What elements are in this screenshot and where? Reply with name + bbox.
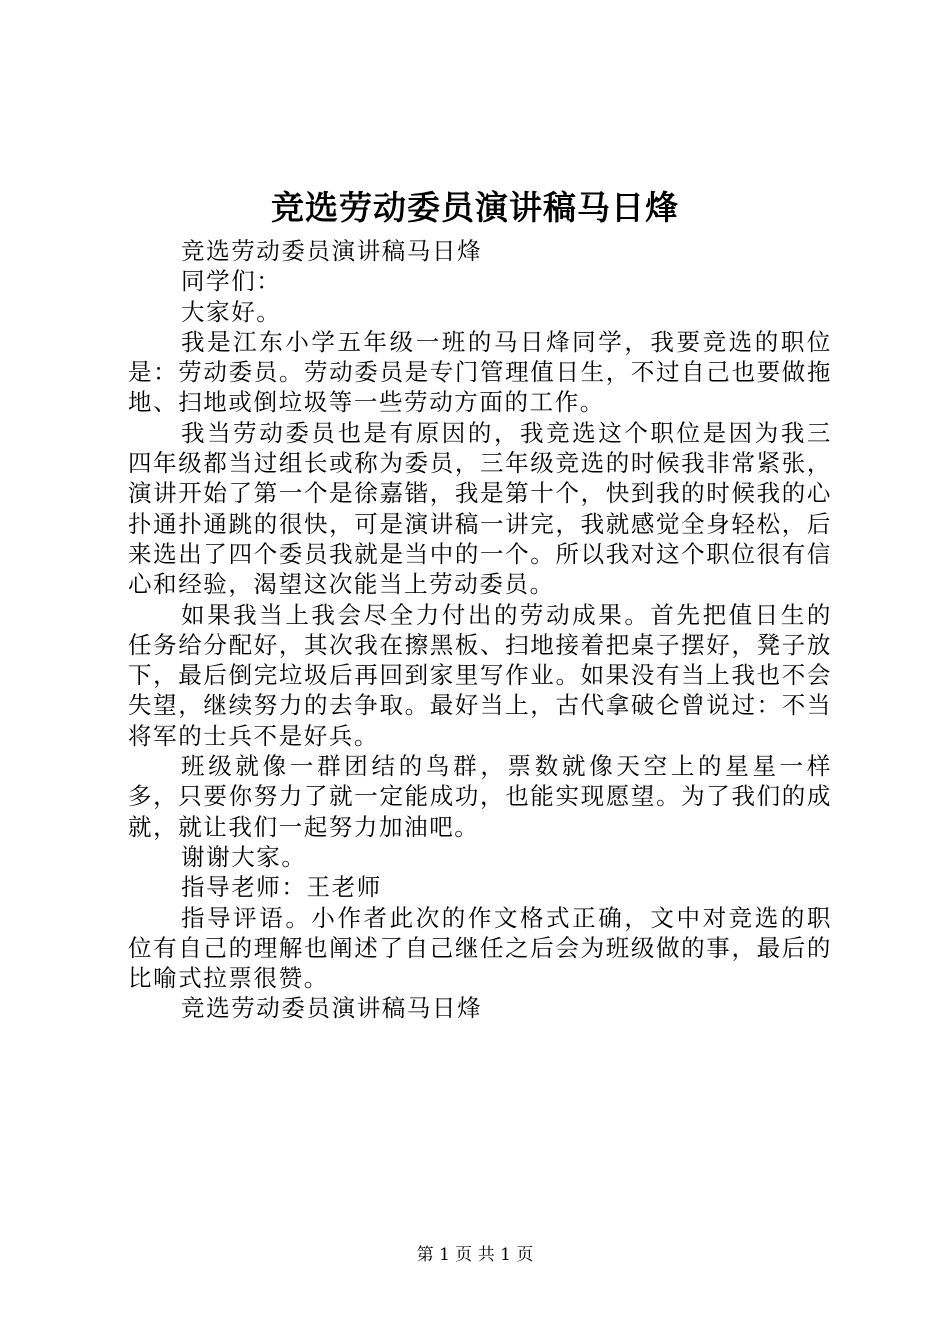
paragraph-thanks: 谢谢大家。 [181,842,307,871]
paragraph-greeting: 大家好。 [181,297,282,326]
paragraph-salutation: 同学们： [181,267,282,296]
paragraph-reason: 我当劳动委员也是有原因的，我竞选这个职位是因为我三四年级都当过组长或称为委员，三年级竞选的时候我非常紧张，演讲开始了第一个是徐嘉锴，我是第十个，快到我的时候我的心扑通扑通跳的很快，可是演讲稿一讲完，我就感觉全身轻松，后来选出了四个委员我就是当中的一个。所以我对这个职位很有信心和经验，渴望这次能当上劳动委员。 [128,418,832,599]
paragraph-comment: 指导评语。小作者此次的作文格式正确，文中对竞选的职位有自己的理解也阐述了自己继任之后会为班级做的事，最后的比喻式拉票很赞。 [128,903,832,993]
paragraph-end-title: 竞选劳动委员演讲稿马日烽 [181,994,483,1023]
paragraph-plan: 如果我当上我会尽全力付出的劳动成果。首先把值日生的任务给分配好，其次我在擦黑板、扫地接着把桌子摆好，凳子放下，最后倒完垃圾后再回到家里写作业。如果没有当上我也不会失望，继续努力的去争取。最好当上，古代拿破仑曾说过：不当将军的士兵不是好兵。 [128,600,832,750]
page-number-footer: 第 1 页 共 1 页 [416,1245,534,1265]
paragraph-subtitle: 竞选劳动委员演讲稿马日烽 [181,237,483,265]
paragraph-introduction: 我是江东小学五年级一班的马日烽同学，我要竞选的职位是：劳动委员。劳动委员是专门管理值日生，不过自己也要做拖地、扫地或倒垃圾等一些劳动方面的工作。 [128,327,832,417]
document-title: 竞选劳动委员演讲稿马日烽 [271,188,679,227]
document-body [128,236,832,1024]
paragraph-teacher: 指导老师：王老师 [181,873,382,902]
paragraph-closing: 班级就像一群团结的鸟群，票数就像天空上的星星一样多，只要你努力了就一定能成功，也能实现愿望。为了我们的成就，就让我们一起努力加油吧。 [128,752,832,841]
